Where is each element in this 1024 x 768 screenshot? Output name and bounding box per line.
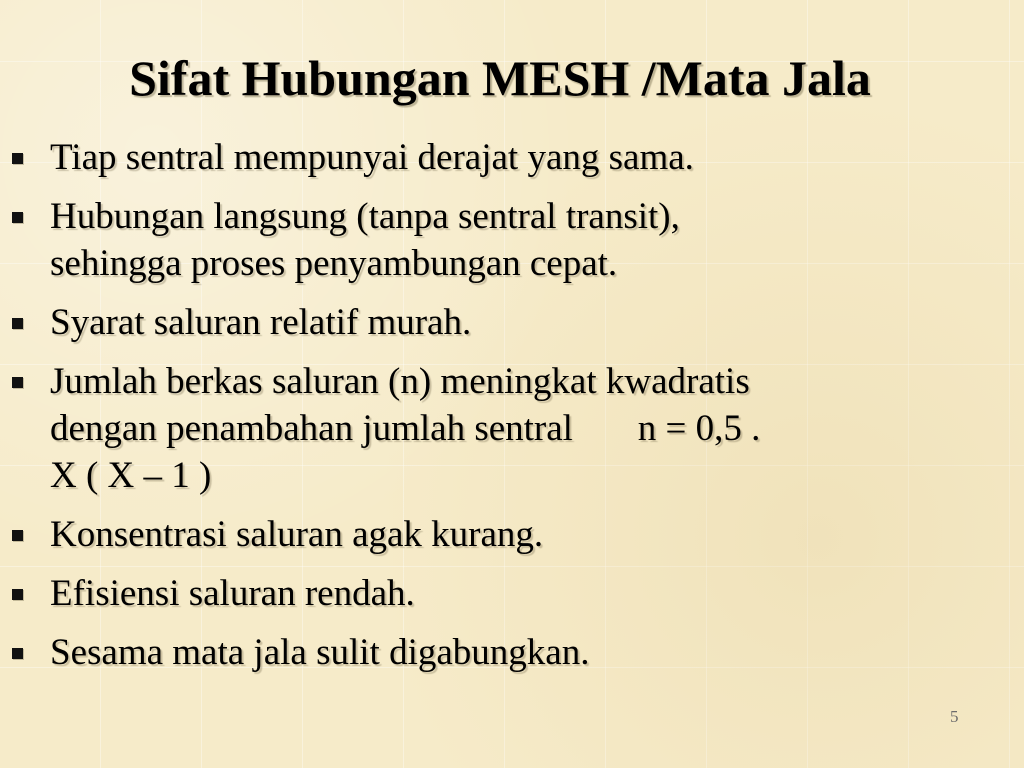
square-bullet-icon <box>12 648 23 659</box>
square-bullet-icon <box>12 318 23 329</box>
bullet-text: Jumlah berkas saluran (n) meningkat kwadratis <box>50 361 750 402</box>
bullet-text: Sesama mata jala sulit digabungkan. <box>50 632 590 673</box>
bullet-text: Konsentrasi saluran agak kurang. <box>50 514 544 555</box>
bullet-text: Tiap sentral mempunyai derajat yang sama. <box>50 137 694 178</box>
bullet-item <box>12 511 972 558</box>
square-bullet-icon <box>12 589 23 600</box>
formula-text: X ( X – 1 ) <box>50 455 212 496</box>
bullet-item <box>12 134 972 181</box>
square-bullet-icon <box>12 377 23 388</box>
bullet-item <box>12 358 972 499</box>
bullet-item <box>12 193 972 287</box>
bullet-item <box>12 570 972 617</box>
page-number: 5 <box>950 707 959 726</box>
bullet-item <box>12 629 972 676</box>
bullet-item <box>12 299 972 346</box>
bullet-text: Efisiensi saluran rendah. <box>50 573 415 614</box>
bullet-text: dengan penambahan jumlah sentral n = 0,5 . <box>50 408 761 449</box>
square-bullet-icon <box>12 153 23 164</box>
bullet-text: Hubungan langsung (tanpa sentral transit), <box>50 196 680 237</box>
bullet-text: sehingga proses penyambungan cepat. <box>50 243 618 284</box>
square-bullet-icon <box>12 530 23 541</box>
bullet-text: Syarat saluran relatif murah. <box>50 302 472 343</box>
slide-title: Sifat Hubungan MESH /Mata Jala <box>129 50 871 106</box>
bullet-list <box>12 134 972 688</box>
square-bullet-icon <box>12 212 23 223</box>
